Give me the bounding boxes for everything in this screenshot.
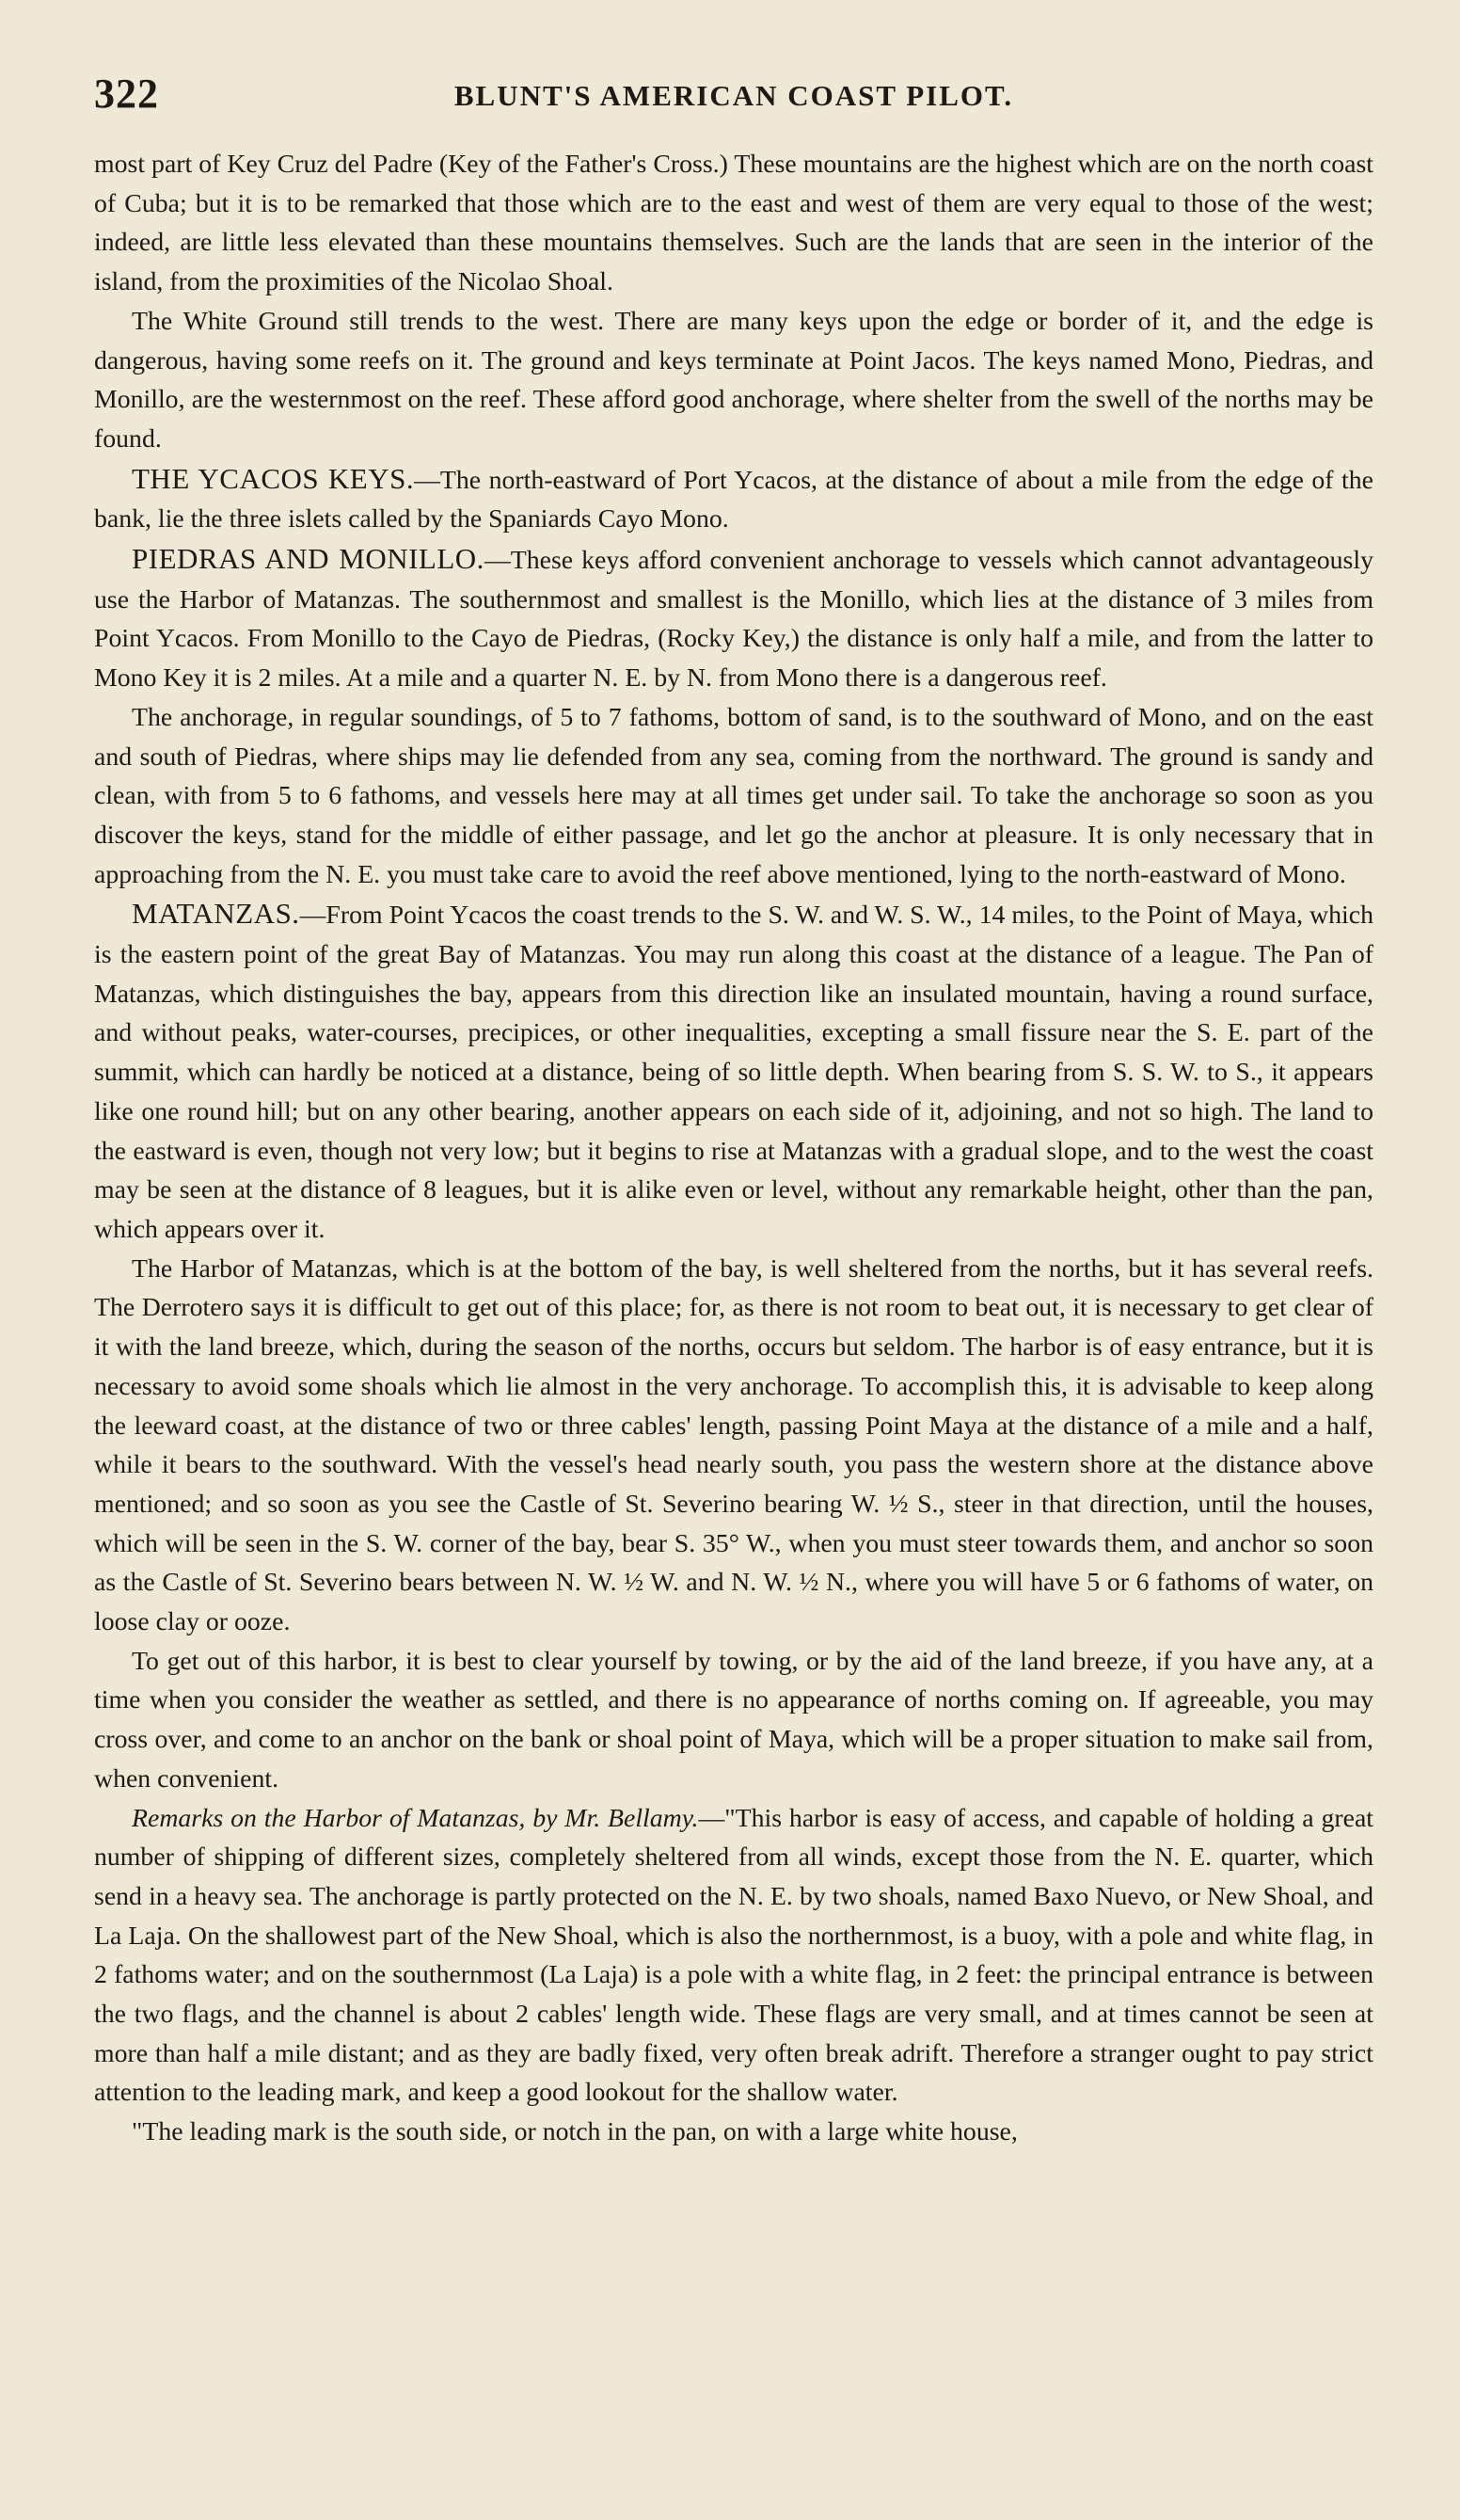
section-heading-matanzas: MATANZAS.	[132, 897, 300, 931]
paragraph-getting-out	[94, 1642, 1373, 1799]
paragraph-text: —The north-eastward of Port Ycacos, at the distance of about a mile from the edge of the bank, lie the three islets called by the Spaniards Cayo Mono.	[94, 465, 1373, 534]
paragraph-text: —"This harbor is easy of access, and capable of holding a great number of shipping of different sizes, completely sheltered from all winds, except those from the N. E. quarter, which send in a heavy sea. The anchorage is partly protected on the N. E. by two shoals, named Baxo Nuevo, or New Shoal, and La Laja. On the shallowest part of the New Shoal, which is also the northernmost, is a buoy, with a pole and white flag, in 2 fathoms water; and on the southernmost (La Laja) is a pole with a white flag, in 2 feet: the principal entrance is between the two flags, and the channel is about 2 cables' length wide. These flags are very small, and at times cannot be seen at more than half a mile distant; and as they are badly fixed, very often break adrift. Therefore a stranger ought to pay strict attention to the leading mark, and keep a good lookout for the shallow water.	[94, 1803, 1373, 2108]
paragraph-cuba-mountains	[94, 145, 1373, 302]
body-text	[94, 145, 1373, 2152]
paragraph-harbor-of-matanzas	[94, 1250, 1373, 1642]
paragraph-text: The White Ground still trends to the west. There are many keys upon the edge or border of it, and the edge is dangerous, having some reefs on it. The ground and keys terminate at Point Jacos. The keys named Mono, Piedras, and Monillo, are the westernmost on the reef. These afford good anchorage, where shelter from the swell of the norths may be found.	[94, 306, 1373, 454]
paragraph-text: The anchorage, in regular soundings, of 5 to 7 fathoms, bottom of sand, is to the southward of Mono, and on the east and south of Piedras, where ships may lie defended from any sea, coming from the northward. The ground is sandy and clean, with from 5 to 6 fathoms, and vessels here may at all times get under sail. To take the anchorage so soon as you discover the keys, stand for the middle of either passage, and let go the anchor at pleasure. It is only necessary that in approaching from the N. E. you must take care to avoid the reef above mentioned, lying to the north-eastward of Mono.	[94, 702, 1373, 889]
paragraph-leading-mark	[94, 2113, 1373, 2152]
paragraph-text: The Harbor of Matanzas, which is at the bottom of the bay, is well sheltered from the norths, but it has several reefs. The Derrotero says it is difficult to get out of this place; for, as there is not room to beat out, it is necessary to get clear of it with the land breeze, which, during the season of the norths, occurs but seldom. The harbor is of easy entrance, but it is necessary to avoid some shoals which lie almost in the very anchorage. To accomplish this, it is advisable to keep along the leeward coast, at the distance of two or three cables' length, passing Point Maya at the distance of a mile and a half, while it bears to the southward. With the vessel's head nearly south, you pass the western shore at the distance above mentioned; and so soon as you see the Castle of St. Severino bearing W. ½ S., steer in that direction, until the houses, which will be seen in the S. W. corner of the bay, bear S. 35° W., when you must steer towards them, and anchor so soon as the Castle of St. Severino bears between N. W. ½ W. and N. W. ½ N., where you will have 5 or 6 fathoms of water, on loose clay or ooze.	[94, 1253, 1373, 1637]
running-title: BLUNT'S AMERICAN COAST PILOT.	[453, 79, 1014, 112]
paragraph-text: —From Point Ycacos the coast trends to the S. W. and W. S. W., 14 miles, to the Point of Maya, which is the eastern point of the great Bay of Matanzas. You may run along this coast at the distance of a league. The Pan of Matanzas, which distinguishes the bay, appears from this direction like an insulated mountain, having a round surface, and without peaks, water-courses, precipices, or other inequalities, excepting a small fissure near the S. E. part of the summit, which can hardly be noticed at a distance, being of so little depth. When bearing from S. S. W. to S., it appears like one round hill; but on any other bearing, another appears on each side of it, adjoining, and not so high. The land to the eastward is even, though not very low; but it begins to rise at Matanzas with a gradual slope, and to the west the coast may be seen at the distance of 8 leagues, but it is alike even or level, without any remarkable height, other than the pan, which appears over it.	[94, 901, 1373, 1244]
paragraph-piedras-monillo	[94, 539, 1373, 698]
paragraph-text: most part of Key Cruz del Padre (Key of the Father's Cross.) These mountains are the highest which are on the north coast of Cuba; but it is to be remarked that those which are to the east and west of them are very equal to those of the west; indeed, are little less elevated than these mountains themselves. Such are the lands that are seen in the interior of the island, from the proximities of the Nicolao Shoal.	[94, 150, 1373, 297]
paragraph-white-ground	[94, 302, 1373, 459]
section-heading-piedras-monillo: PIEDRAS AND MONILLO.	[132, 542, 484, 576]
paragraph-matanzas	[94, 894, 1373, 1249]
section-heading-ycacos-keys: THE YCACOS KEYS.	[132, 461, 415, 495]
paragraph-text: —These keys afford convenient anchorage to vessels which cannot advantageously use the Harbor of Matanzas. The southernmost and smallest is the Monillo, which lies at the distance of 3 miles from Point Ycacos. From Monillo to the Cayo de Piedras, (Rocky Key,) the distance is only half a mile, and from the latter to Mono Key it is 2 miles. At a mile and a quarter N. E. by N. from Mono there is a dangerous reef.	[94, 546, 1373, 694]
paragraph-text: "The leading mark is the south side, or notch in the pan, on with a large white house,	[132, 2117, 1018, 2147]
running-head	[94, 58, 1373, 126]
paragraph-bellamy-remarks	[94, 1799, 1373, 2113]
paragraph-text: To get out of this harbor, it is best to clear yourself by towing, or by the aid of the land breeze, if you have any, at a time when you consider the weather as settled, and there is no appearance of norths coming on. If agreeable, you may cross over, and come to an anchor on the bank or shoal point of Maya, which will be a proper situation to make sail from, when convenient.	[94, 1646, 1373, 1794]
paragraph-ycacos-keys	[94, 459, 1373, 539]
remarks-heading: Remarks on the Harbor of Matanzas, by Mr. Bellamy.	[132, 1803, 699, 1833]
book-page	[94, 58, 1373, 2147]
paragraph-anchorage-soundings	[94, 698, 1373, 895]
page-number: 322	[94, 71, 159, 117]
